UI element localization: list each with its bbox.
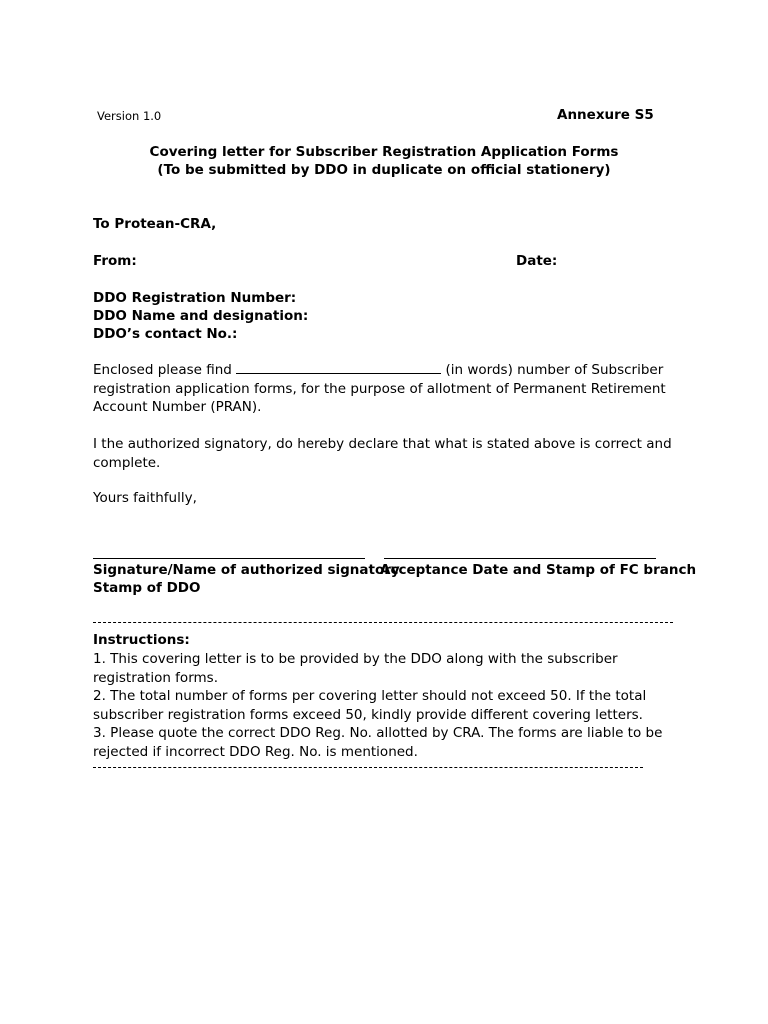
enclosed-prefix: Enclosed please find <box>93 362 232 378</box>
closing-text: Yours faithfully, <box>93 490 197 506</box>
declaration-paragraph: I the authorized signatory, do hereby declare that what is stated above is correct and complete. <box>93 436 672 471</box>
signatory-signature-line <box>93 558 365 559</box>
version-label: Version 1.0 <box>97 109 162 123</box>
instruction-item-2: 2. The total number of forms per covering letter should not exceed 50. If the total subscriber registration forms exceed 50, kindly provide different covering letters. <box>93 688 647 723</box>
ddo-name-designation-label: DDO Name and designation: <box>93 308 309 324</box>
fc-branch-label: Acceptance Date and Stamp of FC branch <box>380 562 697 578</box>
instruction-item-1: 1. This covering letter is to be provided by the DDO along with the subscriber registration forms. <box>93 651 618 686</box>
instructions-heading: Instructions: <box>93 632 190 648</box>
annexure-label: Annexure S5 <box>557 107 654 123</box>
instruction-item-3: 3. Please quote the correct DDO Reg. No. allotted by CRA. The forms are liable to be rejected if incorrect DDO Reg. No. is mentioned. <box>93 725 663 760</box>
document-subtitle: (To be submitted by DDO in duplicate on official stationery) <box>157 162 611 178</box>
ddo-registration-number-label: DDO Registration Number: <box>93 290 297 306</box>
document-title: Covering letter for Subscriber Registration Application Forms <box>149 144 619 160</box>
signatory-label: Signature/Name of authorized signatory <box>93 562 400 578</box>
enclosed-suffix: (in words) number of Subscriber registration application forms, for the purpose of allotment of Permanent Retirement Account Number (PRAN). <box>93 362 666 415</box>
enclosed-paragraph <box>93 361 678 417</box>
instructions-bottom-divider <box>93 767 643 768</box>
fc-branch-signature-line <box>384 558 656 559</box>
from-label: From: <box>93 253 137 269</box>
ddo-contact-label: DDO’s contact No.: <box>93 326 238 342</box>
forms-count-blank <box>236 361 441 374</box>
addressee: To Protean-CRA, <box>93 216 217 232</box>
date-label: Date: <box>516 253 558 269</box>
ddo-stamp-label: Stamp of DDO <box>93 580 201 596</box>
instructions-top-divider <box>93 622 673 623</box>
